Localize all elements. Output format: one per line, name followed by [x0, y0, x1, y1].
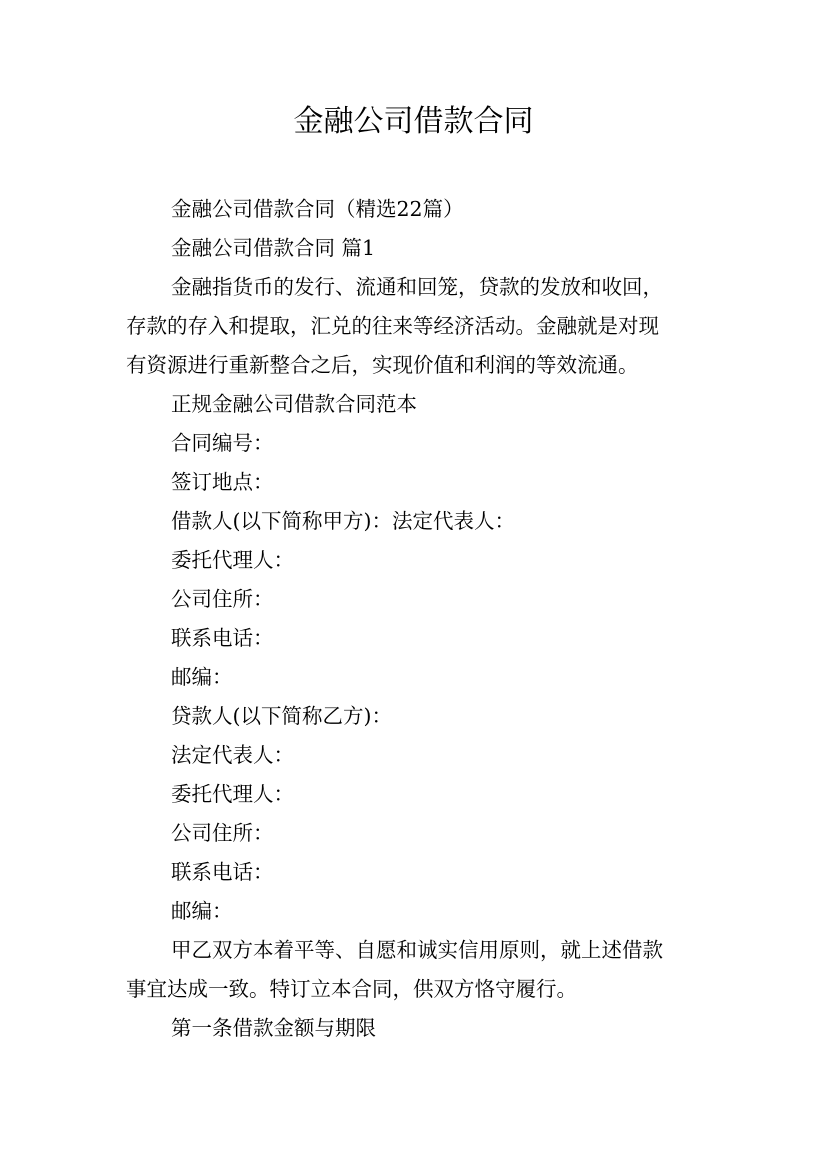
body-line: 金融公司借款合同 篇1: [171, 236, 376, 260]
body-line: 有资源进行重新整合之后，实现价值和利润的等效流通。: [126, 353, 639, 377]
body-line: 贷款人(以下简称乙方)：: [171, 704, 392, 728]
body-line: 存款的存入和提取，汇兑的往来等经济活动。金融就是对现: [126, 314, 659, 338]
body-line: 第一条借款金额与期限: [171, 1016, 376, 1040]
body-line: 金融公司借款合同（精选22篇）: [171, 197, 464, 221]
body-line: 公司住所：: [171, 587, 274, 611]
document-title: 金融公司借款合同: [293, 104, 534, 139]
body-line: 合同编号：: [171, 431, 274, 455]
body-line: 联系电话：: [171, 626, 274, 650]
body-line: 金融指货币的发行、流通和回笼，贷款的发放和收回，: [171, 275, 663, 299]
body-line: 法定代表人：: [171, 743, 294, 767]
body-line: 邮编：: [171, 899, 233, 923]
body-line: 邮编：: [171, 665, 233, 689]
body-line: 正规金融公司借款合同范本: [171, 392, 417, 416]
body-line: 委托代理人：: [171, 548, 294, 572]
body-line: 甲乙双方本着平等、自愿和诚实信用原则，就上述借款: [171, 938, 663, 962]
body-line: 借款人(以下简称甲方)：法定代表人：: [171, 509, 515, 533]
body-line: 委托代理人：: [171, 782, 294, 806]
document-body: [126, 190, 706, 1048]
body-line: 签订地点：: [171, 470, 274, 494]
body-line: 联系电话：: [171, 860, 274, 884]
body-line: 事宜达成一致。特订立本合同，供双方恪守履行。: [126, 977, 577, 1001]
body-line: 公司住所：: [171, 821, 274, 845]
